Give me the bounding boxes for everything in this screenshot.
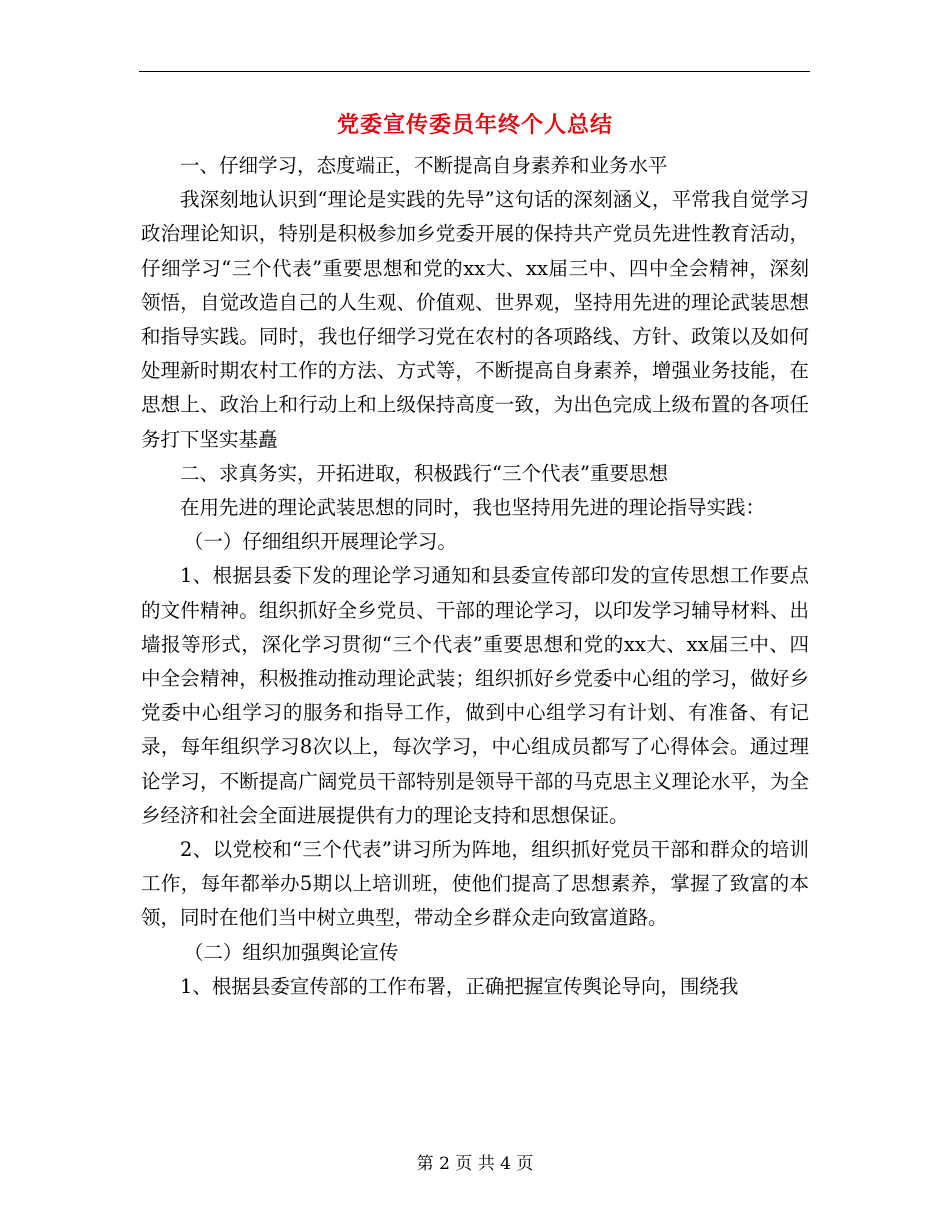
section-heading-2: 二、求真务实，开拓进取，积极践行“三个代表”重要思想 xyxy=(180,461,668,485)
subsection-heading-1: （一）仔细组织开展理论学习。 xyxy=(183,530,457,554)
subsection-heading-2: （二）组织加强舆论宣传 xyxy=(183,940,399,964)
header-rule xyxy=(139,71,810,72)
paragraph: 1、根据县委宣传部的工作布署，正确把握宣传舆论导向，围绕我 xyxy=(180,974,739,998)
paragraph: 1、根据县委下发的理论学习通知和县委宣传部印发的宣传思想工作要点的文件精神。组织抓好全乡党员、干部的理论学习，以印发学习辅导材料、出墙报等形式，深化学习贯彻“三个代表”重要思想和党的xx大、xx届三中、四中全会精神，积极推动推动理论武装；组织抓好乡党委中心组的学习，做好乡党委中心组学习的服务和指导工作，做到中心组学习有计划、有准备、有记录，每年组织学习8次以上，每次学习，中心组成员都写了心得体会。通过理论学习，不断提高广阔党员干部特别是领导干部的马克思主义理论水平，为全乡经济和社会全面进展提供有力的理论支持和思想保证。 xyxy=(141,564,809,827)
section-heading-1: 一、仔细学习，态度端正，不断提高自身素养和业务水平 xyxy=(180,154,668,177)
page-footer: 第 2 页 共 4 页 xyxy=(416,1154,534,1174)
document-body xyxy=(141,149,809,1004)
paragraph: 我深刻地认识到“理论是实践的先导”这句话的深刻涵义，平常我自觉学习政治理论知识，特别是积极参加乡党委开展的保持共产党员先进性教育活动，仔细学习“三个代表”重要思想和党的xx大、xx届三中、四中全会精神，深刻领悟，自觉改造自己的人生观、价值观、世界观，坚持用先进的理论武装思想和指导实践。同时，我也仔细学习党在农村的各项路线、方针、政策以及如何处理新时期农村工作的方法、方式等，不断提高自身素养，增强业务技能，在思想上、政治上和行动上和上级保持高度一致，为出色完成上级布置的各项任务打下坚实基矗 xyxy=(141,188,809,451)
paragraph: 在用先进的理论武装思想的同时，我也坚持用先进的理论指导实践： xyxy=(180,496,766,520)
paragraph: 2、以党校和“三个代表”讲习所为阵地，组织抓好党员干部和群众的培训工作，每年都举办5期以上培训班，使他们提高了思想素养，掌握了致富的本领，同时在他们当中树立典型，带动全乡群众走向致富道路。 xyxy=(141,838,809,930)
document-title: 党委宣传委员年终个人总结 xyxy=(336,112,613,138)
